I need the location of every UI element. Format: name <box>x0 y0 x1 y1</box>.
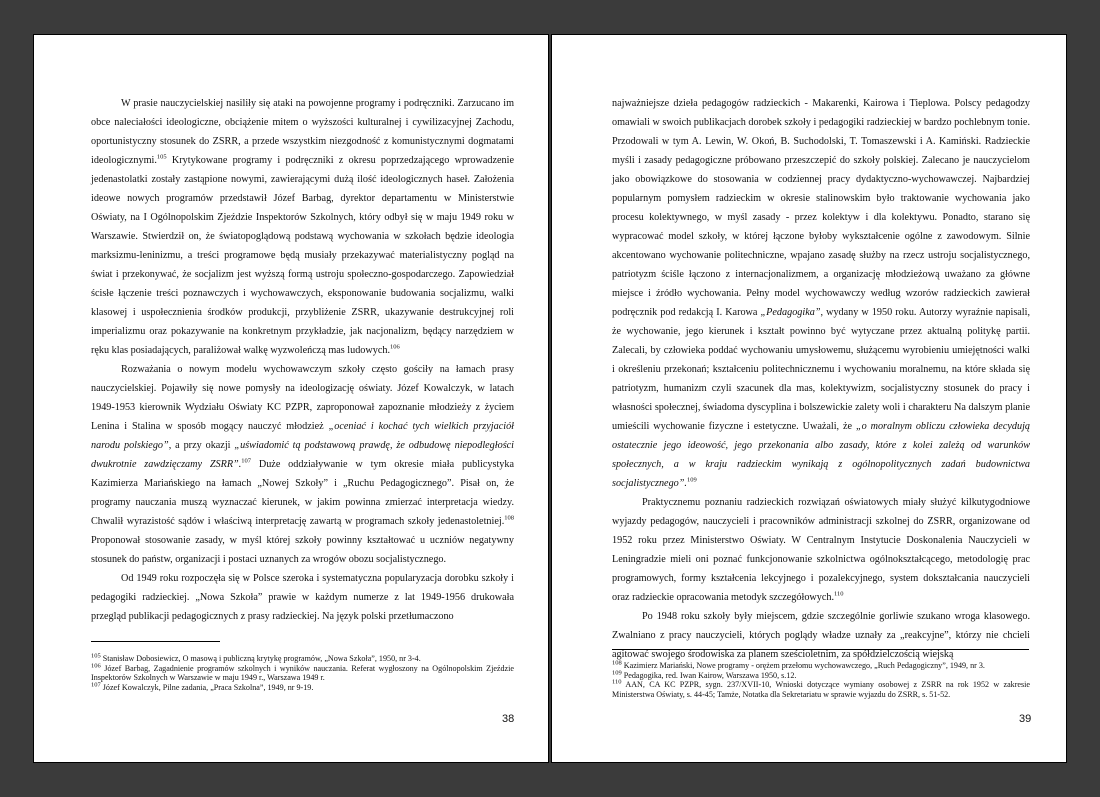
text-run: Rozważania o nowym modelu wychowawczym szkoły często gościły na łamach prasy nauczycielskiej. Pojawiły się nowe pomysły na ideologizację oświaty. Józef Kowalczyk, w latach 1949-1953 kierownik Wydziału Oświaty KC PZPR, zaproponował zapoznanie młodzieży z życiem Lenina i Stalina w sposób mogący nauczyć młodzież <box>91 364 514 432</box>
footnote-text: Stanisław Dobosiewicz, O masową i publiczną krytykę programów, „Nowa Szkoła”, 1950, nr 3-4. <box>100 654 421 663</box>
footnote-separator <box>612 649 1029 650</box>
footnote-ref: 108 <box>504 514 514 522</box>
footnote <box>612 680 1030 699</box>
text-run: Krytykowane programy i podręczniki z okresu poprzedzającego wprowadzenie jedenastolatki zostały zastąpione nowymi, zawierającymi dużą ilość ideologicznych haseł. Założenia ideowe nowych programów przedstawił Józef Barbag, dyrektor departamentu w Ministerstwie Oświaty, na I Ogólnopolskim Zjeździe Inspektorów Szkolnych, który odbył się w maju 1949 roku w Warszawie. Stwierdził on, że światopoglądową podstawą wychowania w szkołach będzie ideologia marksizmu-leninizmu, a treści programowe będą musiały przekazywać materialistyczny pogląd na świat i przekonywać, że socjalizm jest wyższą formą ustroju społeczno-gospodarczego. Zapowiedział ścisłe łączenie treści poznawczych i wychowawczych, eksponowanie budowania socjalizmu, walki klasowej i uspołecznienia środków produkcji, przybliżenie ZSRR, ukazywanie destrukcyjnej roli imperializmu oraz pokazywanie na konkretnym przykładzie, jak nacjonalizm, będący narzędziem w ręku klas posiadających, paraliżował walkę wyzwoleńczą mas ludowych. <box>91 155 514 356</box>
page-right <box>551 34 1067 763</box>
text-run: Proponował stosowanie zasady, w myśl której szkoły powinny kształtować u uczniów negatywny stosunek do państw, organizacji i postaci uznanych za wrogów obozu socjalistycznego. <box>91 535 514 565</box>
footnote-ref: 110 <box>834 590 844 598</box>
text-run: Praktycznemu poznaniu radzieckich rozwiązań oświatowych miały służyć kilkutygodniowe wyjazdy pedagogów, nauczycieli i pracowników administracji szkolnej do ZSRR, organizowane od 1952 roku przez Ministerstwo Oświaty. W Centralnym Instytucie Doskonalenia Nauczycieli w Leningradzie mieli oni poznać funkcjonowanie szkolnictwa ogólnokształcącego, metodologię prac programowych, formy kształcenia lekcyjnego i pozalekcyjnego, system dokształcania nauczycieli oraz radzieckie opracowania metodyk szczegółowych. <box>612 497 1030 603</box>
text-run: , a przy okazji <box>168 440 235 451</box>
footnote <box>91 683 514 693</box>
footnote-ref: 107 <box>241 457 252 465</box>
footnote <box>612 661 1030 671</box>
text-run: Po 1948 roku szkoły były miejscem, gdzie szczególnie gorliwie szukano wroga klasowego. Zwalniano z pracy nauczycieli, których poglądy władze uznały za „reakcyjne”, którzy nie chcieli agitować swojego środowiska za planem sześcioletnim, za spółdzielczością wiejską <box>612 611 1030 660</box>
paragraph <box>91 360 514 569</box>
page-number: 39 <box>1019 713 1032 725</box>
quotation: „o moralnym obliczu człowieka decydują ostatecznie jego ideowość, jego przekonania albo zasady, które z kolei zależą od warunków społecznych, a w kraju radzieckim wynikają z ogólnopolitycznych zadań budownictwa socjalistycznego”. <box>612 421 1030 489</box>
text-run: , wydany w 1950 roku. Autorzy wyraźnie napisali, że wychowanie, jego kierunek i kształt powinno być wytyczane przez aktualną politykę partii. Zalecali, by człowieka poddać wychowaniu umysłowemu, służącemu wyrobieniu umiejętności walki i określeniu przekonań; kształceniu politechnicznemu i wychowaniu moralnemu, na które składa się patriotyzm, humanizm czyli szacunek dla mas, kolektywizm, socjalistyczny stosunek do pracy i własności społecznej, świadoma dyscyplina i bolszewickie zalety woli i charakteru Na dalszym planie umieścili wychowanie fizyczne i estetyczne. Uważali, że <box>612 307 1031 432</box>
footnote-text: Józef Barbag, Zagadnienie programów szkolnych i wyników nauczania. Referat wygłoszony na Ogólnopolskim Zjeździe Inspektorów Szkolnych w Warszawie w maju 1949 r., Warszawa 1949 r. <box>91 663 514 683</box>
footnote-number: 105 <box>91 652 101 660</box>
text-run: W prasie nauczycielskiej nasiliły się ataki na powojenne programy i podręczniki. Zarzucano im obce naleciałości ideologiczne, obciążenie mitem o wyższości kulturalnej i cywilizacyjnej Zachodu, oportunistyczny stosunek do ZSRR, a przede wszystkim niezgodność z komunistycznymi dogmatami ideologicznymi. <box>91 98 514 166</box>
footnote-ref: 106 <box>390 343 400 351</box>
paragraph <box>612 493 1030 607</box>
footnote-ref: 109 <box>686 476 697 484</box>
footnote <box>91 661 514 683</box>
paragraph <box>91 569 514 626</box>
paragraph <box>91 94 514 360</box>
quotation: „oceniać i kochać tych wielkich przyjaciół narodu polskiego” <box>91 421 514 451</box>
quotation: „uświadomić tą podstawową prawdę, że odbudowę niepodległości dwukrotnie zawdzięczamy ZSRR”. <box>91 440 515 470</box>
text-run: Od 1949 roku rozpoczęła się w Polsce szeroka i systematyczna popularyzacja dorobku szkoły i pedagogiki radzieckiej. „Nowa Szkoła” prawie w każdym numerze z lat 1949-1956 drukowała przegląd publikacji pedagogicznych z prasy radzieckiej. Na język polski przetłumaczono <box>91 573 514 622</box>
footnote-text: AAN, CA KC PZPR, sygn. 237/XVII-10, Wnioski dotyczące wymiany osobowej z ZSRR na rok 1952 w zakresie Ministerstwa Oświaty, s. 44-45; Tamże, Notatka dla Sekretariatu w sprawie wyjazdu do ZSRR, s. 51-52. <box>612 680 1030 699</box>
footnote-number: 106 <box>91 661 101 669</box>
footnotes <box>91 654 514 692</box>
body-text <box>91 94 514 626</box>
footnote-separator <box>91 641 220 642</box>
footnote <box>91 654 514 664</box>
footnote-ref: 105 <box>156 153 167 161</box>
footnote-number: 110 <box>612 678 622 686</box>
footnote-number: 108 <box>612 659 622 667</box>
quotation: „Pedagogika” <box>760 307 821 318</box>
footnotes <box>612 661 1030 699</box>
paragraph <box>612 94 1030 493</box>
footnote-number: 107 <box>91 681 101 689</box>
page-number: 38 <box>502 713 515 725</box>
footnote-text: Józef Kowalczyk, Pilne zadania, „Praca Szkolna”, 1949, nr 9-19. <box>100 682 314 692</box>
text-run: najważniejsze dzieła pedagogów radzieckich - Makarenki, Kairowa i Tieplowa. Polscy pedagodzy omawiali w swoich publikacjach dorobek szkoły i pedagogiki radzieckiej w bardzo pochlebnym tonie. Przodowali w tym A. Lewin, W. Okoń, B. Suchodolski, T. Tomaszewski i A. Kamiński. Radzieckie myśli i zasady pedagogiczne próbowano przeszczepić do szkoły polskiej. Zalecano je nauczycielom jako obowiązkowe do stosowania w codziennej pracy dydaktyczno-wychowawczej. Najbardziej popularnym pomysłem radzieckim w okresie stalinowskim było traktowanie wychowania jako procesu kolektywnego, w myśl zasady - przez kolektyw i dla kolektywu. Ponadto, starano się wypracować model szkoły, w której łączone byłoby wykształcenie ogólne z zawodowym. Silnie akcentowano wychowanie politechniczne, wpajano zasadę służby na rzecz ustroju socjalistycznego, patriotyzm ściśle łączono z internacjonalizmem, a organizację młodzieżową uważano za główne miejsce i źródło wychowania. Pełny model wychowawczy według wzorów radzieckich zawierał podręcznik pod redakcją I. Karowa <box>612 98 1030 318</box>
footnote-number: 109 <box>612 668 622 676</box>
footnote <box>612 668 1030 681</box>
footnote-text: Kazimierz Mariański, Nowe programy - orężem przełomu wychowawczego, „Ruch Pedagogiczny”, 1949, nr 3. <box>621 661 985 670</box>
page-left <box>33 34 549 763</box>
text-run: Duże oddziaływanie w tym okresie miała publicystyka Kazimierza Mariańskiego na łamach „Nowej Szkoły” i „Ruchu Pedagogicznego”. Pisał on, że programy nauczania muszą wyznaczać kierunek, w jakim powinna zmierzać interpretacja wiedzy. Chwalił wyrazistość sądów i właściwą interpretację zawartą w programach szkoły jedenastoletniej. <box>91 459 515 527</box>
footnote-text: Pedagogika, red. Iwan Kairow, Warszawa 1950, s.12. <box>621 670 797 680</box>
